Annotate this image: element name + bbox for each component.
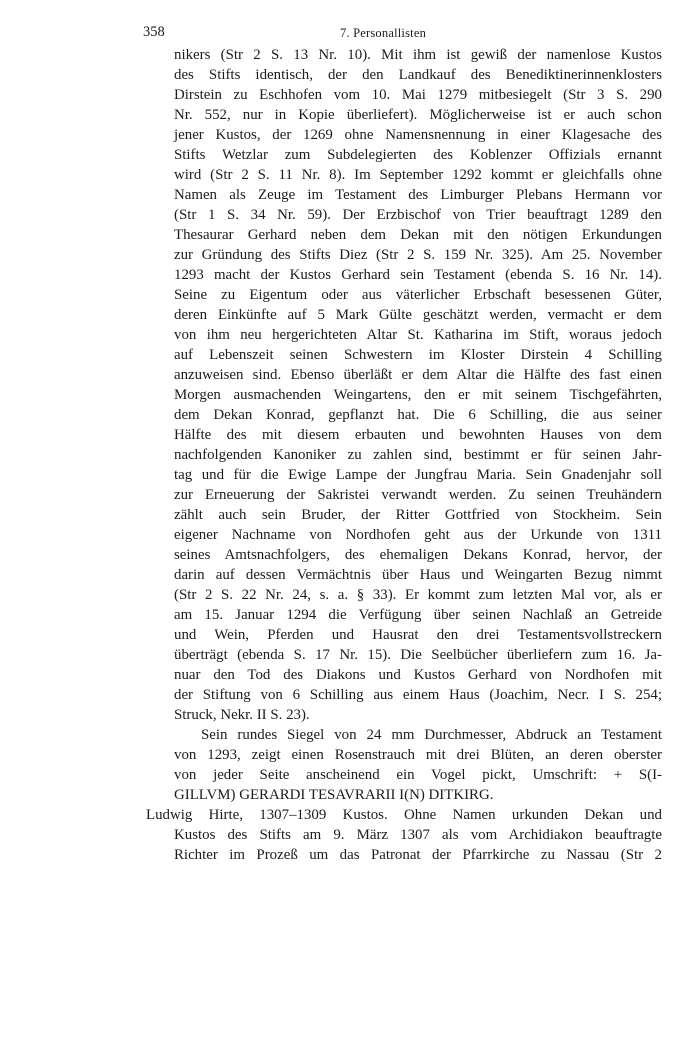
text-line: überträgt (ebenda S. 17 Nr. 15). Die Seelbücher überliefern zum 16. Ja- [174, 647, 662, 663]
text-line: der Stiftung von 6 Schilling aus einem Haus (Joachim, Necr. I S. 254; [174, 687, 662, 703]
text-line: GILLVM) GERARDI TESAVRARII I(N) DITKIRG. [174, 787, 494, 803]
text-line: von 1293, zeigt einen Rosenstrauch mit drei Blüten, an deren oberster [174, 747, 662, 763]
text-line: (Str 2 S. 22 Nr. 24, s. a. § 33). Er kommt zum letzten Mal vor, als er [174, 587, 662, 603]
text-line: und Wein, Pferden und Hausrat den drei Testamentsvollstreckern [174, 627, 662, 643]
text-line: jener Kustos, der 1269 ohne Namensnennung in einer Klagesache des [174, 127, 662, 143]
text-line: Seine zu Eigentum oder aus väterlicher Erbschaft besessenen Güter, [174, 287, 662, 303]
text-line: Sein rundes Siegel von 24 mm Durchmesser, Abdruck an Testament [201, 727, 662, 743]
text-line: zählt auch sein Bruder, der Ritter Gottfried von Stockheim. Sein [174, 507, 662, 523]
text-line: Morgen ausmachenden Weingartens, den er mit seinem Tischgefährten, [174, 387, 662, 403]
text-line: zur Gründung des Stifts Diez (Str 2 S. 159 Nr. 325). Am 25. November [174, 247, 662, 263]
text-line: Richter im Prozeß um das Patronat der Pfarrkirche zu Nassau (Str 2 [174, 847, 662, 863]
text-line: wird (Str 2 S. 11 Nr. 8). Im September 1292 kommt er gleichfalls ohne [174, 167, 662, 183]
text-line: (Str 1 S. 34 Nr. 59). Der Erzbischof von Trier beauftragt 1289 den [174, 207, 662, 223]
entry-heading-line: Ludwig Hirte, 1307–1309 Kustos. Ohne Namen urkunden Dekan und [146, 807, 662, 823]
text-line: Stifts Wetzlar zum Subdelegierten des Koblenzer Offizials ernannt [174, 147, 662, 163]
text-line: Kustos des Stifts am 9. März 1307 als vom Archidiakon beauftragte [174, 827, 662, 843]
text-line: von ihm neu hergerichteten Altar St. Katharina im Stift, woraus jedoch [174, 327, 662, 343]
text-line: Namen als Zeuge im Testament des Limburger Plebans Hermann vor [174, 187, 662, 203]
text-line: zur Erneuerung der Sakristei verwandt werden. Zu seinen Treuhändern [174, 487, 662, 503]
text-line: darin auf dessen Vermächtnis über Haus und Weingarten Bezug nimmt [174, 567, 662, 583]
text-line: 1293 macht der Kustos Gerhard sein Testament (ebenda S. 16 Nr. 14). [174, 267, 662, 283]
text-line: nikers (Str 2 S. 13 Nr. 10). Mit ihm ist gewiß der namenlose Kustos [174, 47, 662, 63]
text-line: von jeder Seite anscheinend ein Vogel pickt, Umschrift: + S(I- [174, 767, 662, 783]
page-number: 358 [143, 24, 165, 40]
text-line: auf Lebenszeit seinen Schwestern im Kloster Dirstein 4 Schilling [174, 347, 662, 363]
text-line: nachfolgenden Kanoniker zu zahlen sind, bestimmt er für seinen Jahr- [174, 447, 662, 463]
text-line: Thesaurar Gerhard neben dem Dekan mit den nötigen Erkundungen [174, 227, 662, 243]
text-line: Dirstein zu Eschhofen vom 10. Mai 1279 mitbesiegelt (Str 3 S. 290 [174, 87, 662, 103]
text-line: nuar den Tod des Diakons und Kustos Gerhard von Nordhofen mit [174, 667, 662, 683]
text-line: eigener Nachname von Nordhofen geht aus der Urkunde von 1311 [174, 527, 662, 543]
text-line: am 15. Januar 1294 die Verfügung über seinen Nachlaß an Getreide [174, 607, 662, 623]
text-line: dem Dekan Konrad, gepflanzt hat. Die 6 Schilling, die aus seiner [174, 407, 662, 423]
running-head: 7. Personallisten [340, 26, 427, 40]
text-line: seines Amtsnachfolgers, des ehemaligen Dekans Konrad, hervor, der [174, 547, 662, 563]
text-line: des Stifts identisch, der den Landkauf des Benediktinerinnenklosters [174, 67, 662, 83]
text-line: Nr. 552, nur in Kopie überliefert). Möglicherweise ist er auch schon [174, 107, 662, 123]
text-line: deren Einkünfte auf 5 Mark Gülte geschätzt werden, vermacht er dem [174, 307, 662, 323]
text-line: anzuweisen sind. Ebenso überläßt er dem Altar die Hälfte des fast einen [174, 367, 662, 383]
text-line: Hälfte des mit diesem erbauten und bewohnten Hauses von dem [174, 427, 662, 443]
text-line: tag und für die Ewige Lampe der Jungfrau Maria. Sein Gnadenjahr soll [174, 467, 662, 483]
text-line: Struck, Nekr. II S. 23). [174, 707, 310, 723]
